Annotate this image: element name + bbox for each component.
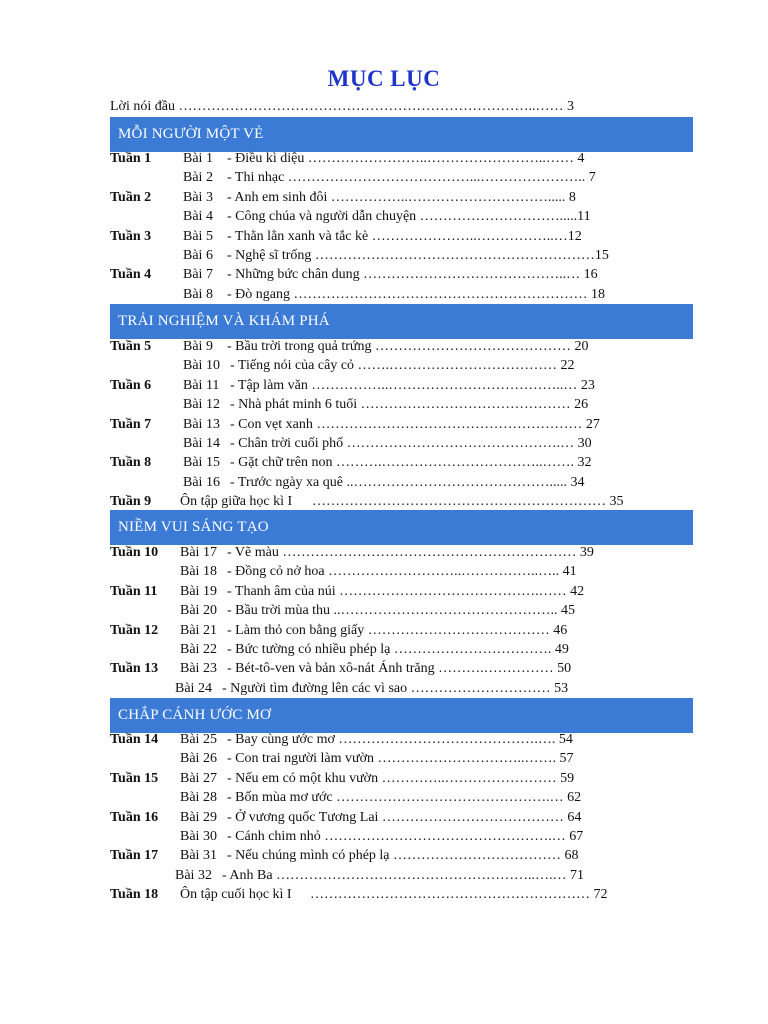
toc-row [0, 679, 700, 698]
page-title: MỤC LỤC [327, 66, 441, 91]
week-label: Tuần 8 [110, 455, 152, 470]
lesson-number: Bài 5 [183, 229, 213, 244]
entry-text: - Con trai người làm vườn …………………………..……. 57 [227, 751, 574, 766]
toc-row [0, 808, 700, 827]
toc-row [0, 376, 700, 395]
week-label: Tuần 18 [110, 887, 159, 902]
lesson-number: Bài 30 [180, 829, 217, 844]
section-heading: NIỀM VUI SÁNG TẠO [110, 510, 693, 545]
toc-row [0, 827, 700, 846]
entry-text: - Cánh chim nhỏ ………………………………………….… 67 [227, 829, 584, 844]
lesson-number: Bài 2 [183, 170, 213, 185]
entry-text: ……………………………………………………… 35 [312, 494, 624, 509]
toc-row [0, 168, 700, 187]
lesson-number: Bài 24 [175, 681, 212, 696]
toc-row [0, 846, 700, 865]
toc-row [0, 453, 700, 472]
entry-text: …………………………………………………… 72 [310, 887, 608, 902]
toc-row [0, 730, 700, 749]
week-label: Tuần 6 [110, 378, 152, 393]
lesson-number: Bài 32 [175, 868, 212, 883]
entry-text: - Công chúa và người dẫn chuyện ………………………….....11 [227, 209, 591, 224]
week-label: Tuần 14 [110, 732, 159, 747]
toc-row [0, 356, 700, 375]
lesson-number: Bài 28 [180, 790, 217, 805]
toc-row [0, 885, 700, 904]
lesson-number: Bài 22 [180, 642, 217, 657]
lesson-number: Bài 20 [180, 603, 217, 618]
lesson-number: Bài 19 [180, 584, 217, 599]
lesson-number: Bài 15 [183, 455, 220, 470]
toc-row [0, 788, 700, 807]
toc-row [0, 621, 700, 640]
week-label: Tuần 11 [110, 584, 158, 599]
toc-row [0, 640, 700, 659]
entry-text: - Đò ngang ……………………………………………………… 18 [227, 287, 605, 302]
toc-row [0, 188, 700, 207]
lesson-number: Bài 18 [180, 564, 217, 579]
toc-row [0, 227, 700, 246]
toc-row [0, 395, 700, 414]
toc-row [0, 769, 700, 788]
lesson-number: Bài 17 [180, 545, 217, 560]
preface-entry: Lời nói đầu …………………………………………………………………..…… 3 [110, 99, 574, 114]
toc-row [0, 601, 700, 620]
preface-row [110, 97, 640, 116]
week-label: Tuần 10 [110, 545, 159, 560]
entry-text: - Thanh âm của núi …………………………………….…… 42 [227, 584, 585, 599]
entry-text: - Bay cùng ước mơ …………………………………….…. 54 [227, 732, 573, 747]
week-label: Tuần 15 [110, 771, 159, 786]
entry-text: - Thi nhạc …………………………………...………………….. 7 [227, 170, 596, 185]
lesson-number: Bài 8 [183, 287, 213, 302]
lesson-number: Bài 4 [183, 209, 213, 224]
lesson-number: Bài 3 [183, 190, 213, 205]
week-label: Tuần 3 [110, 229, 152, 244]
section-heading: MỖI NGƯỜI MỘT VẺ [110, 117, 693, 152]
entry-text: - Anh Ba ………………………………………………..….… 71 [222, 868, 585, 883]
lesson-number: Bài 31 [180, 848, 217, 863]
toc-row [0, 543, 700, 562]
section-heading: CHẮP CÁNH ƯỚC MƠ [110, 698, 693, 733]
week-label: Tuần 5 [110, 339, 152, 354]
entry-text: - Bức tường có nhiều phép lạ ……………………………. 49 [227, 642, 569, 657]
entry-text: - Bét-tô-ven và bản xô-nát Ánh trăng ……….…………… 50 [227, 661, 572, 676]
lesson-number: Bài 6 [183, 248, 213, 263]
toc-row [0, 492, 700, 511]
toc-row [0, 207, 700, 226]
entry-text: - Bầu trời mùa thu ..……………………………………….. 45 [227, 603, 576, 618]
entry-text: - Ở vương quốc Tương Lai ………………………………… 64 [227, 810, 582, 825]
entry-text: - Vẽ màu ……………………………………………………… 39 [227, 545, 594, 560]
toc-row [0, 659, 700, 678]
week-label: Tuần 16 [110, 810, 159, 825]
week-label: Tuần 4 [110, 267, 152, 282]
toc-row [0, 265, 700, 284]
week-label: Tuần 1 [110, 151, 152, 166]
entry-text: - Chân trời cuối phố ……………………………………….… 30 [230, 436, 592, 451]
lesson-number: Bài 11 [183, 378, 220, 393]
toc-row [0, 246, 700, 265]
lesson-number: Bài 10 [183, 358, 220, 373]
toc-row [0, 582, 700, 601]
toc-row [0, 749, 700, 768]
toc-row [0, 337, 700, 356]
entry-text: - Nếu chúng mình có phép lạ ……………………………… 68 [227, 848, 579, 863]
entry-text: - Tiếng nói của cây cỏ …….……………………………… 22 [230, 358, 575, 373]
entry-text: - Trước ngày xa quê ..……………………………………..... 34 [230, 475, 585, 490]
entry-text: - Người tìm đường lên các vì sao ………………………… 53 [222, 681, 569, 696]
lesson-number: Bài 14 [183, 436, 220, 451]
entry-text: - Thằn lằn xanh và tắc kè …………………..……………..…12 [227, 229, 582, 244]
lesson-number: Bài 21 [180, 623, 217, 638]
lesson-number: Bài 9 [183, 339, 213, 354]
entry-text: - Anh em sinh đôi ……………..…………………………..... 8 [227, 190, 576, 205]
week-label: Tuần 7 [110, 417, 152, 432]
lesson-number: Bài 29 [180, 810, 217, 825]
entry-text: - Làm thỏ con bằng giấy ………………………………… 46 [227, 623, 568, 638]
entry-text: - Đồng cỏ nở hoa ………………………..……………..….. 41 [227, 564, 577, 579]
lesson-number: Bài 23 [180, 661, 217, 676]
entry-text: - Tập làm văn ……………..………………………………..… 23 [230, 378, 595, 393]
entry-text: - Con vẹt xanh ………………………………………………… 27 [230, 417, 600, 432]
toc-row [0, 285, 700, 304]
toc-row [0, 434, 700, 453]
entry-text: - Nếu em có một khu vườn …………..…………………… 59 [227, 771, 575, 786]
review-title: Ôn tập giữa học kì I [180, 494, 293, 509]
section-heading: TRẢI NGHIỆM VÀ KHÁM PHÁ [110, 304, 693, 339]
lesson-number: Bài 7 [183, 267, 213, 282]
lesson-number: Bài 16 [183, 475, 220, 490]
entry-text: - Nghệ sĩ trống ……………………………………………………15 [227, 248, 609, 263]
toc-row [0, 866, 700, 885]
entry-text: - Nhà phát minh 6 tuổi ……………………………………… 26 [230, 397, 589, 412]
week-label: Tuần 2 [110, 190, 152, 205]
entry-text: - Điều kì diệu ……………………..……………………..…… 4 [227, 151, 585, 166]
toc-row [0, 562, 700, 581]
week-label: Tuần 17 [110, 848, 159, 863]
week-label: Tuần 9 [110, 494, 152, 509]
entry-text: - Bầu trời trong quả trứng …………………………………… 20 [227, 339, 589, 354]
lesson-number: Bài 1 [183, 151, 213, 166]
lesson-number: Bài 27 [180, 771, 217, 786]
week-label: Tuần 12 [110, 623, 159, 638]
entry-text: - Bốn mùa mơ ước ……………………………………….… 62 [227, 790, 582, 805]
entry-text: - Gặt chữ trên non ……….……………………………..……. 32 [230, 455, 592, 470]
toc-row [0, 149, 700, 168]
toc-row [0, 415, 700, 434]
review-title: Ôn tập cuối học kì I [180, 887, 292, 902]
week-label: Tuần 13 [110, 661, 159, 676]
lesson-number: Bài 12 [183, 397, 220, 412]
toc-row [0, 473, 700, 492]
lesson-number: Bài 26 [180, 751, 217, 766]
lesson-number: Bài 13 [183, 417, 220, 432]
entry-text: - Những bức chân dung ……………………………………..… 16 [227, 267, 598, 282]
lesson-number: Bài 25 [180, 732, 217, 747]
